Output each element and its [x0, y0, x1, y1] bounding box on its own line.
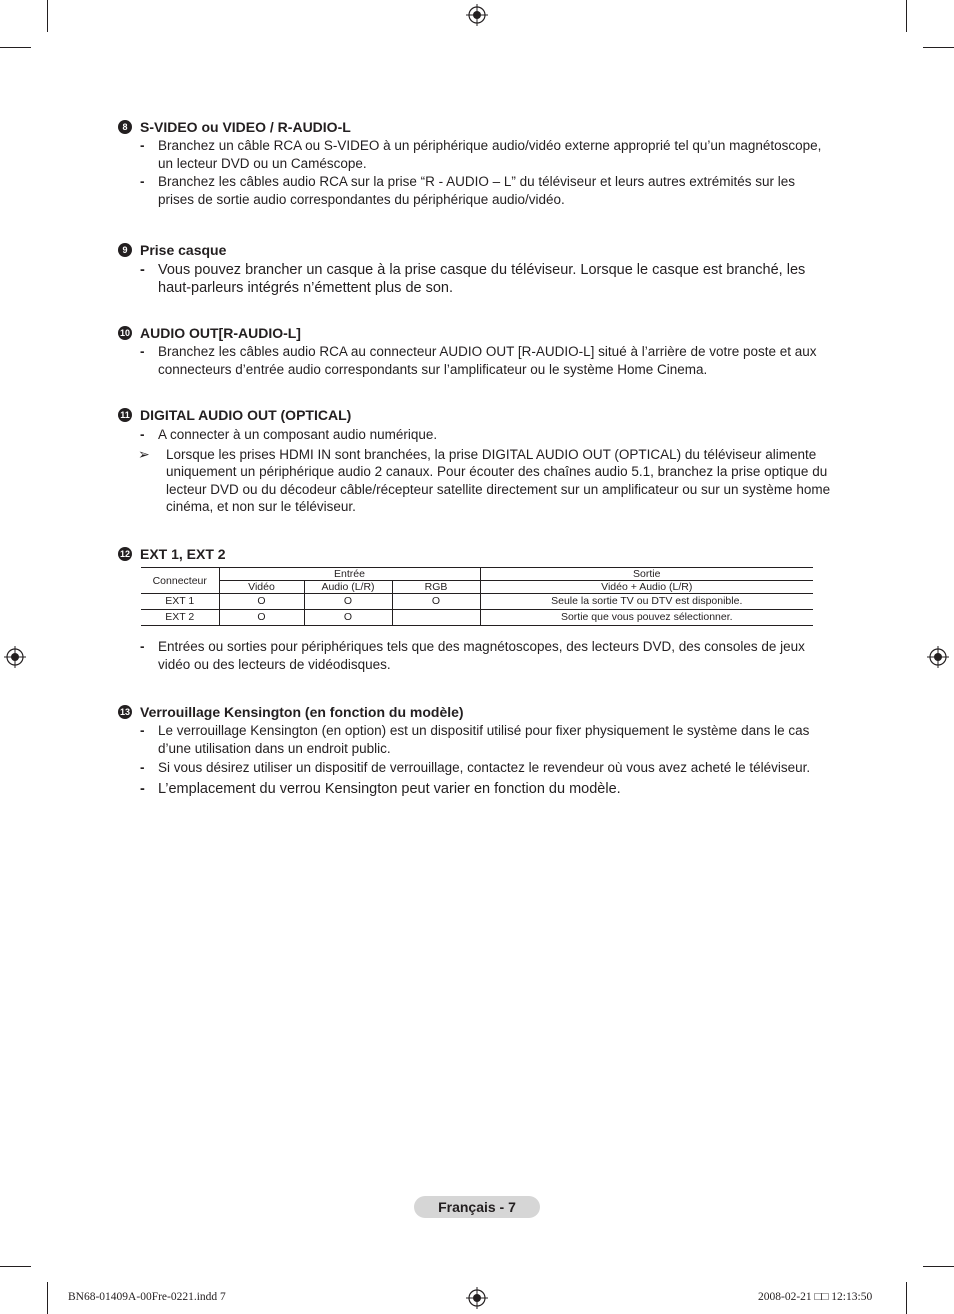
table-cell: Seule la sortie TV ou DTV est disponible. [480, 594, 813, 610]
section-heading [118, 241, 838, 259]
list-item-line: d’une utilisation dans un endroit public. [158, 740, 391, 756]
slug-timestamp: 2008-02-21 □□ 12:13:50 [758, 1291, 873, 1303]
crop-mark [0, 1266, 31, 1267]
list-item-line: Branchez les câbles audio RCA au connecteur AUDIO OUT [R-AUDIO-L] situé à l’arrière de votre poste et aux [158, 344, 817, 359]
table-header-entree: Entrée [219, 568, 480, 581]
section-title: Prise casque [140, 242, 227, 258]
list-item: - Branchez un câble RCA ou S-VIDEO à un périphérique audio/vidéo externe approprié tel qu’un magnétoscope, un lecteur DVD ou un Caméscope. [140, 138, 822, 171]
list-item-line: A connecter à un composant audio numérique. [158, 427, 438, 442]
note [138, 446, 838, 516]
list-item-line: Vous pouvez brancher un casque à la prise casque du téléviseur. Lorsque le casque est branché, les [158, 262, 806, 278]
table-header-connecteur: Connecteur [141, 568, 219, 594]
list-item: - L’emplacement du verrou Kensington peut varier en fonction du modèle. [140, 780, 621, 797]
table-header-sortie: Sortie [480, 568, 813, 581]
table-subheader-audio: Audio (L/R) [304, 581, 392, 594]
crop-mark [906, 1282, 907, 1314]
note-line: Lorsque les prises HDMI IN sont branchées, la prise DIGITAL AUDIO OUT (OPTICAL) du téléviseur alimente [166, 446, 817, 462]
section-heading [118, 118, 838, 136]
table-cell: O [304, 610, 392, 626]
number-badge: 10 [119, 328, 130, 338]
number-badge: 11 [118, 408, 132, 422]
list-item-line: Le verrouillage Kensington (en option) est un dispositif utilisé pour fixer physiquement le système dans le cas [158, 723, 810, 738]
registration-mark-icon [466, 4, 488, 26]
slug-file-info: BN68-01409A-00Fre-0221.indd 7 [68, 1291, 226, 1303]
crop-mark [923, 47, 954, 48]
table-subheader-rgb: RGB [392, 581, 480, 594]
section-title: DIGITAL AUDIO OUT (OPTICAL) [140, 407, 352, 423]
registration-mark-icon [466, 1287, 488, 1309]
list-item-line: connecteurs d’entrée audio correspondants sur l’amplificateur ou le système Home Cinema. [158, 361, 708, 377]
list-item: - A connecter à un composant audio numérique. [140, 427, 438, 442]
list-item-line: vidéo ou des lecteurs de vidéodisques. [158, 656, 391, 672]
registration-mark-icon [927, 646, 949, 668]
list-item: - Entrées ou sorties pour périphériques tels que des magnétoscopes, des lecteurs DVD, des consoles de jeux vidéo ou des lecteurs de vidéodisques. [140, 639, 805, 672]
page-number-badge: Français - 7 [414, 1196, 540, 1218]
crop-mark [0, 47, 31, 48]
number-badge: 13 [119, 707, 130, 717]
note-arrow-icon: ➢ [138, 445, 150, 462]
ext-table [141, 567, 813, 626]
table-cell [392, 610, 480, 626]
note-line: lecteur DVD ou du décodeur câble/récepteur satellite directement sur un amplificateur ou sur un système home [166, 481, 831, 497]
section-title: Verrouillage Kensington (en fonction du modèle) [140, 704, 464, 720]
crop-mark [47, 1282, 48, 1314]
table-cell: O [392, 594, 480, 610]
table-cell: O [219, 594, 304, 610]
number-badge: 12 [119, 549, 130, 559]
section-heading [118, 545, 838, 563]
section-ext [118, 545, 838, 673]
number-badge: 9 [118, 243, 132, 257]
section-title: S-VIDEO ou VIDEO / R-AUDIO-L [140, 119, 351, 135]
number-badge: 8 [118, 120, 132, 134]
table-row [141, 610, 813, 626]
list-item-line: Si vous désirez utiliser un dispositif de verrouillage, contactez le revendeur où vous avez acheté le téléviseur. [158, 760, 811, 775]
list-item: - Si vous désirez utiliser un dispositif de verrouillage, contactez le revendeur où vous avez acheté le téléviseur. [140, 760, 811, 775]
table-subheader-video: Vidéo [219, 581, 304, 594]
section-heading [118, 406, 838, 424]
list-item-line: L’emplacement du verrou Kensington peut varier en fonction du modèle. [158, 780, 621, 797]
section-kensington [118, 703, 838, 798]
section-heading [118, 703, 838, 721]
table-cell: Sortie que vous pouvez sélectionner. [480, 610, 813, 626]
table-subheader-sortie: Vidéo + Audio (L/R) [480, 581, 813, 594]
list-item-line: Branchez un câble RCA ou S-VIDEO à un périphérique audio/vidéo externe approprié tel qu’un magnétoscope, [158, 138, 822, 153]
list-item: - Vous pouvez brancher un casque à la prise casque du téléviseur. Lorsque le casque est branché, les haut-parleurs intégrés n’émettent plus de son. [140, 262, 806, 296]
section-title: AUDIO OUT[R-AUDIO-L] [140, 325, 301, 341]
section-audio-out [118, 324, 838, 378]
list-item-line: un lecteur DVD ou un Caméscope. [158, 155, 367, 171]
list-item-line: prises de sortie audio correspondantes du périphérique audio/vidéo. [158, 191, 565, 207]
list-item-line: Entrées ou sorties pour périphériques tels que des magnétoscopes, des lecteurs DVD, des consoles de jeux [158, 639, 805, 654]
list-item: - Branchez les câbles audio RCA sur la prise “R - AUDIO – L” du téléviseur et leurs autres extrémités sur les prises de sortie audio correspondantes du périphérique audio/vidéo. [140, 174, 796, 207]
table-cell: O [219, 610, 304, 626]
table-cell: O [304, 594, 392, 610]
list-item-line: haut-parleurs intégrés n’émettent plus de son. [158, 280, 454, 296]
crop-mark [906, 0, 907, 32]
section-title: EXT 1, EXT 2 [140, 546, 226, 562]
registration-mark-icon [4, 646, 26, 668]
table-row [141, 594, 813, 610]
list-item-line: Branchez les câbles audio RCA sur la prise “R - AUDIO – L” du téléviseur et leurs autres extrémités sur les [158, 174, 796, 189]
note-line: cinéma, et non sur le téléviseur. [166, 499, 356, 514]
list-item: - Branchez les câbles audio RCA au connecteur AUDIO OUT [R-AUDIO-L] situé à l’arrière de votre poste et aux connecteurs d’entrée audio correspondants sur l’amplificateur ou le système Home Cinema. [140, 344, 817, 377]
section-s-video [118, 118, 838, 208]
table-cell: EXT 1 [141, 594, 219, 610]
crop-mark [923, 1266, 954, 1267]
note-line: uniquement un périphérique audio 2 canaux. Pour écouter des chaînes audio 5.1, branchez la prise optique du [166, 464, 828, 479]
section-headphone [118, 241, 838, 297]
section-digital-audio-out [118, 406, 838, 516]
list-item: - Le verrouillage Kensington (en option) est un dispositif utilisé pour fixer physiquement le système dans le cas d’une utilisation dans un endroit public. [140, 723, 810, 756]
section-heading [118, 324, 838, 342]
crop-mark [47, 0, 48, 32]
table-cell: EXT 2 [141, 610, 219, 626]
